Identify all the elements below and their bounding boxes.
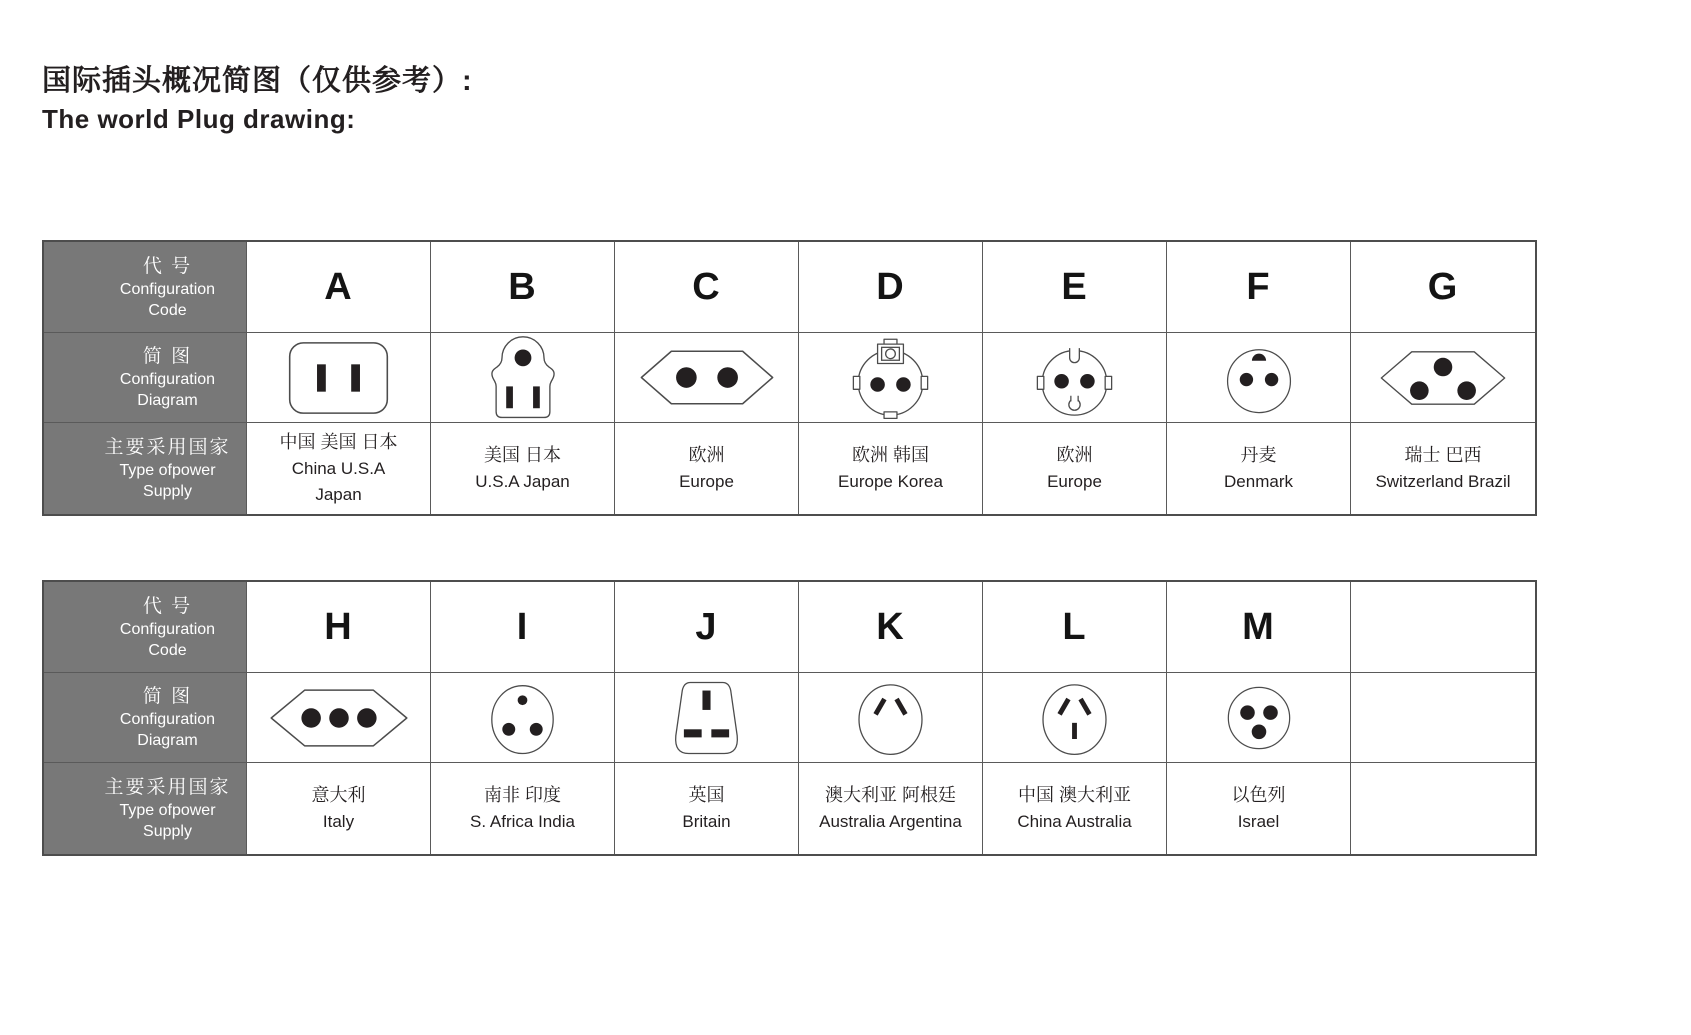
code-cell-a: A (247, 242, 431, 333)
country-cell-j: 英国 Britain (615, 763, 799, 854)
diagram-cell-g (1351, 333, 1535, 423)
diagram-cell-c (615, 333, 799, 423)
plug-type-d-icon (834, 336, 947, 420)
diagram-cell-f (1167, 333, 1351, 423)
row-label-configuration-diagram-2: 简 图 Configuration Diagram (44, 673, 247, 763)
diagram-cell-a (247, 333, 431, 423)
row-label-diagram-zh: 简 图 (142, 346, 193, 367)
plug-type-f-icon (1204, 337, 1314, 419)
row-label-configuration-diagram (44, 333, 247, 423)
row-label-diagram-en1: Configuration (119, 371, 216, 388)
plug-type-e-icon (1018, 336, 1131, 420)
diagram-cell-m (1167, 673, 1351, 763)
code-cell-c: C (615, 242, 799, 333)
code-cell-g: G (1351, 242, 1535, 333)
code-cell-h: H (247, 582, 431, 673)
page-title-zh: 国际插头概况简图（仅供参考）: (42, 65, 473, 97)
diagram-cell-i (431, 673, 615, 763)
country-cell-m: 以色列 Israel (1167, 763, 1351, 854)
plug-type-i-icon (474, 676, 571, 760)
row-label-supply-zh: 主要采用国家 (104, 437, 231, 458)
country-cell-f: 丹麦 Denmark (1167, 423, 1351, 514)
plug-type-k-icon (842, 676, 939, 760)
code-cell-i: I (431, 582, 615, 673)
code-cell-d: D (799, 242, 983, 333)
diagram-cell-e (983, 333, 1167, 423)
plug-type-m-icon (1213, 678, 1305, 758)
row-label-diagram-en2: Diagram (137, 392, 198, 409)
country-cell-c: 欧洲 Europe (615, 423, 799, 514)
diagram-cell-h (247, 673, 431, 763)
code-cell-f: F (1167, 242, 1351, 333)
plug-table-a-g (42, 240, 1537, 516)
country-cell-empty-2 (1351, 763, 1535, 854)
plug-type-l-icon (1026, 676, 1123, 760)
row-label-code-zh: 代 号 (142, 255, 193, 277)
code-cell-b: B (431, 242, 615, 333)
country-cell-g: 瑞士 巴西 Switzerland Brazil (1375, 445, 1511, 491)
plug-type-c-icon (632, 338, 782, 417)
code-cell-empty (1351, 582, 1535, 673)
code-cell-l: L (983, 582, 1167, 673)
code-cell-e: E (983, 242, 1167, 333)
row-label-configuration-code-2: 代 号 Configuration Code (44, 582, 247, 673)
plug-type-g-icon (1371, 340, 1515, 416)
diagram-cell-empty (1351, 673, 1535, 763)
row-label-configuration-code (44, 242, 247, 333)
country-cell-h: 意大利 Italy (247, 763, 431, 854)
country-cell-b: 美国 日本 U.S.A Japan (431, 423, 615, 514)
code-cell-k: K (799, 582, 983, 673)
row-label-code-en1: Configuration (119, 280, 216, 298)
page-title (42, 64, 473, 135)
code-cell-j: J (615, 582, 799, 673)
plug-type-h-icon (260, 679, 418, 757)
diagram-cell-d (799, 333, 983, 423)
row-label-code-en2: Code (148, 301, 187, 319)
plug-type-b-icon (464, 336, 582, 420)
row-label-power-supply (44, 423, 247, 514)
row-label-supply-en2: Supply (143, 483, 192, 500)
country-cell-a: 中国 美国 日本 China U.S.A Japan (247, 423, 431, 514)
country-cell-l: 中国 澳大利亚 China Australia (983, 763, 1167, 854)
row-label-power-supply-2: 主要采用国家 Type ofpower Supply (44, 763, 247, 854)
country-cell-d: 欧洲 韩国 Europe Korea (799, 423, 983, 514)
plug-type-a-icon (270, 337, 407, 419)
diagram-cell-k (799, 673, 983, 763)
diagram-cell-b (431, 333, 615, 423)
code-cell-m: M (1167, 582, 1351, 673)
country-cell-e: 欧洲 Europe (983, 423, 1167, 514)
diagram-cell-j (615, 673, 799, 763)
plug-type-j-icon (658, 676, 755, 760)
page-title-en: The world Plug drawing: (42, 104, 356, 134)
country-cell-i: 南非 印度 S. Africa India (431, 763, 615, 854)
country-cell-k: 澳大利亚 阿根廷 Australia Argentina (799, 763, 983, 854)
plug-table-h-m (42, 580, 1537, 856)
row-label-supply-en1: Type ofpower (119, 462, 216, 479)
diagram-cell-l (983, 673, 1167, 763)
